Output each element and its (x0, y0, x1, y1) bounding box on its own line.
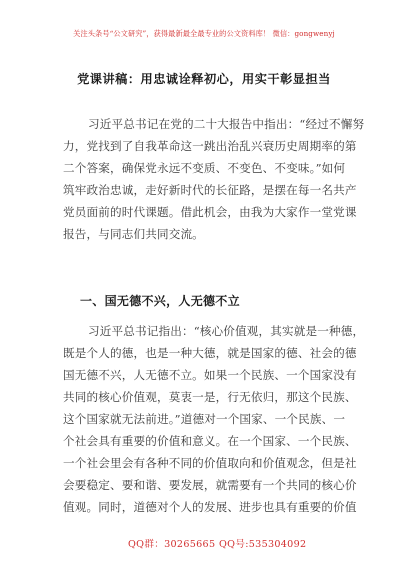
qq-group-number: QQ群：30265665 (128, 539, 216, 550)
paragraph-line: 报告，与同志们共同交流。 (63, 227, 204, 241)
paragraph-line: 个社会具有重要的价值和意义。在一个国家、一个民族、 (63, 434, 357, 448)
footer (0, 536, 408, 552)
document-title: 党课讲稿：用忠诚诠释初心，用实干彰显担当 (77, 72, 331, 86)
paragraph-line: 力，党找到了自我革命这一跳出治乱兴衰历史周期率的第 (63, 139, 357, 153)
paragraph-line: 既是个人的德，也是一种大德，就是国家的德、社会的德 (63, 346, 357, 360)
intro-paragraph (63, 113, 365, 245)
paragraph-line: 筑牢政治忠诚，走好新时代的长征路，是摆在每一名共产 (63, 183, 357, 197)
paragraph-line: 习近平总书记指出：“核心价值观，其实就是一种德， (88, 324, 365, 338)
paragraph-line: 值观。同时，道德对个人的发展、进步也具有重要的价值 (63, 500, 357, 514)
section-heading: 一、国无德不兴，人无德不立 (80, 294, 240, 308)
section-paragraph (63, 320, 365, 518)
paragraph-line: 国无德不兴，人无德不立。如果一个民族、一个国家没有 (63, 368, 357, 382)
paragraph-line: 会要稳定、要和谐、要发展，就需要有一个共同的核心价 (63, 478, 357, 492)
paragraph-line: 一个社会里会有各种不同的价值取向和价值观念，但是社 (63, 456, 357, 470)
paragraph-line: 二个答案，确保党永远不变质、不变色、不变味。”如何 (63, 161, 346, 175)
paragraph-line: 习近平总书记在党的二十大报告中指出：“经过不懈努 (88, 117, 365, 131)
qq-account-number: QQ号:535304092 (219, 539, 307, 550)
paragraph-line: 这个国家就无法前进。”道德对一个国家、一个民族、一 (63, 412, 346, 426)
paragraph-line: 共同的核心价值观，莫衷一是，行无依归，那这个民族、 (63, 390, 357, 404)
paragraph-line: 党员面前的时代课题。借此机会，由我为大家作一堂党课 (63, 205, 357, 219)
promo-banner: 关注头条号“公文研究”，获得最新最全最专业的公文资料库！ 微信：gongwenyj (73, 29, 335, 38)
